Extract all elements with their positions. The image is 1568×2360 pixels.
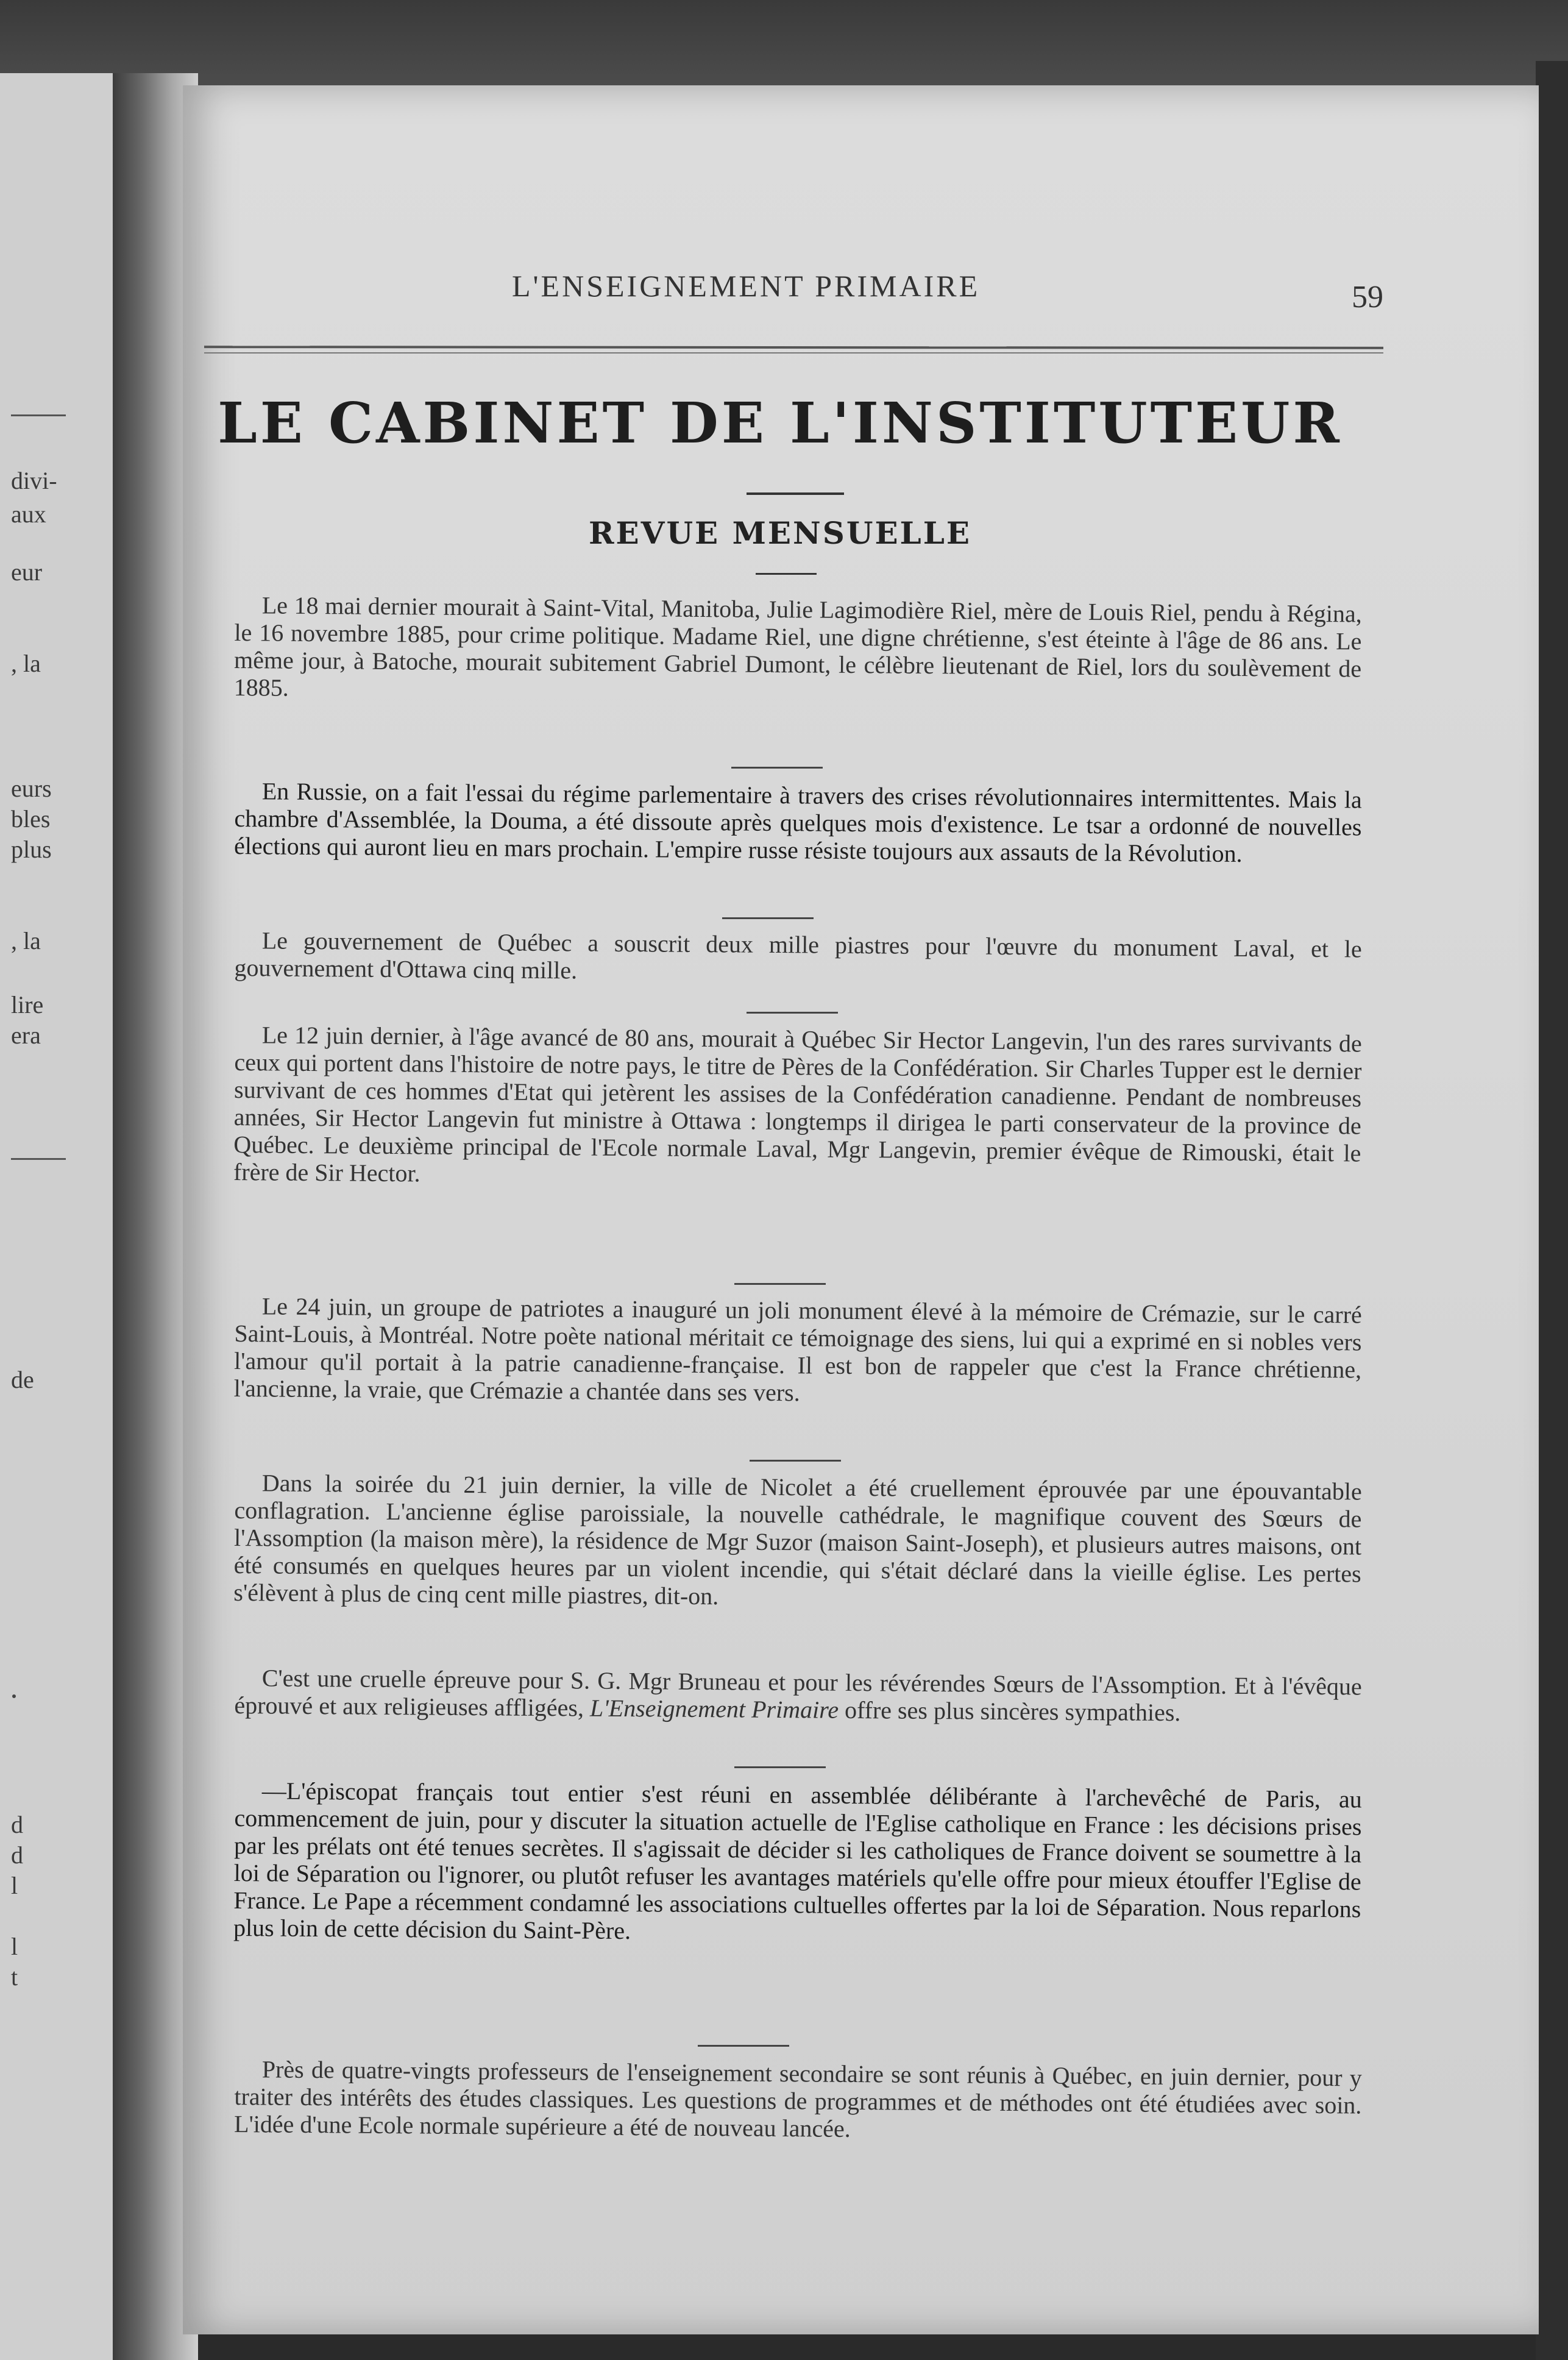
section-separator: [731, 767, 823, 769]
paragraph-riel: Le 18 mai dernier mourait à Saint-Vital, Manitoba, Julie Lagimodière Riel, mère de Louis Riel, pendu à Régina, le 16 novembre 1885, pour crime politique. Madame Riel, une digne chrétienne, s'est éteinte à l'âge de 86 ans. Le même jour, à Batoche, mourait subitement Gabriel Dumont, le célèbre lieutenant de Riel, lors du soulèvement de 1885.: [233, 591, 1362, 702]
paragraph-langevin: Le 12 juin dernier, à l'âge avancé de 80 ans, mourait à Québec Sir Hector Langevin, l'un des rares survivants de ceux qui portent dans l'histoire de notre pays, le titre de Pères de la Confédération. Sir Charles Tupper est le dernier survivant de ces hommes d'Etat qui jetèrent les assises de la Confédération canadienne. Pendant de nombreuses années, Sir Hector Langevin fut ministre à Ottawa : longtemps il dirigea le parti conservateur de la province de Québec. Le deuxième principal de l'Ecole normale Laval, Mgr Langevin, premier évêque de Rimouski, était le frère de Sir Hector.: [233, 1021, 1362, 1187]
margin-fragment: t: [11, 1963, 18, 1991]
section-separator: [698, 2045, 789, 2047]
margin-fragment: d: [11, 1841, 23, 1869]
margin-fragment: plus: [11, 836, 52, 863]
paragraph-sympathies: [234, 1664, 1362, 1728]
paragraph-nicolet: Dans la soirée du 21 juin dernier, la ville de Nicolet a été cruellement éprouvée par une épouvantable conflagration. L'ancienne église paroissiale, la nouvelle cathédrale, le magnifique couvent des Sœurs de l'Assomption (la maison mère), la résidence de Mgr Suzor (maison Saint-Joseph), et plusieurs autres maisons, ont été consumés en quelques heures par un violent incendie, qui s'était déclaré dans la vieille église. Les pertes s'élèvent à plus de cinq cent mille piastres, dit-on.: [233, 1469, 1362, 1610]
scanner-edge: [1536, 61, 1568, 2360]
margin-fragment: aux: [11, 500, 46, 528]
section-separator: [750, 1460, 841, 1462]
article-title: LE CABINET DE L'INSTITUTEUR: [218, 390, 1343, 456]
paragraph-professeurs: Près de quatre-vingts professeurs de l'enseignement secondaire se sont réunis à Québec, en juin dernier, pour y traiter des intérêts des études classiques. Les questions de programmes et de méthodes ont été étudiées avec soin. L'idée d'une Ecole normale supérieure a été de nouveau lancée.: [233, 2055, 1362, 2142]
ink-speck: [12, 1694, 16, 1698]
section-separator: [747, 1012, 838, 1014]
margin-fragment: d: [11, 1811, 23, 1838]
sympathies-text: C'est une cruelle épreuve pour S. G. Mgr Bruneau et pour les révérendes Sœurs de l'Assomption. Et à l'évêque éprouvé et aux religieuses affligées,: [234, 1664, 1362, 1722]
title-rule: [747, 492, 844, 495]
margin-fragment: l: [11, 1872, 18, 1899]
paragraph-cremazie: Le 24 juin, un groupe de patriotes a inauguré un joli monument élevé à la mémoire de Crémazie, sur le carré Saint-Louis, à Montréal. Notre poète national méritait ce témoignage des siens, lui qui a exprimé en si nobles vers l'amour qu'il portait à la patrie canadienne-française. Il est bon de rappeler que c'est la France chrétienne, l'ancienne, la vraie, que Crémazie a chantée dans ses vers.: [233, 1292, 1362, 1407]
sympathies-end: offre ses plus sincères sympathies.: [844, 1696, 1181, 1727]
margin-fragment: era: [11, 1022, 41, 1049]
margin-fragment: divi-: [11, 467, 57, 494]
margin-fragment: de: [11, 1366, 34, 1393]
margin-fragment: , la: [11, 650, 41, 677]
header-rule-secondary: [204, 352, 1383, 354]
running-title: L'ENSEIGNEMENT PRIMAIRE: [512, 269, 981, 303]
subtitle-rule: [756, 573, 817, 575]
paragraph-russie: En Russie, on a fait l'essai du régime parlementaire à travers des crises révolutionnaires intermittentes. Mais la chambre d'Assemblée, la Douma, a été dissoute après quelques mois d'existence. Le tsar a ordonné de nouvelles élections qui auront lieu en mars prochain. L'empire russe résiste toujours aux assauts de la Révolution.: [233, 777, 1362, 867]
section-separator: [722, 917, 814, 919]
margin-fragment: lire: [11, 991, 44, 1018]
paragraph-quebec-laval: Le gouvernement de Québec a souscrit deux mille piastres pour l'œuvre du monument Laval, et le gouvernement d'Ottawa cinq mille.: [234, 926, 1362, 984]
margin-fragment: eur: [11, 558, 43, 586]
margin-fragment: , la: [11, 927, 41, 954]
section-separator: [734, 1766, 826, 1768]
article-subtitle: REVUE MENSUELLE: [589, 515, 971, 551]
facing-page-edge: [0, 73, 113, 2360]
page-number: 59: [1352, 280, 1383, 315]
scanner-background: [0, 0, 1568, 91]
margin-rule: [11, 414, 66, 416]
paragraph-episcopat: —L'épiscopat français tout entier s'est réuni en assemblée délibérante à l'archevêché de Paris, au commencement de juin, pour y discuter la situation actuelle de l'Eglise catholique en France : les décisions prises par les prélats ont été tenues secrètes. Il s'agissait de décider si les catholiques de France doivent se soumettre à la loi de Séparation ou l'ignorer, ou plutôt refuser les avantages matériels qu'elle offre pour mieux étouffer l'Eglise de France. Le Pape a récemment condamné les associations cultuelles offertes par la loi de Séparation. Nous reparlons plus loin de cette décision du Saint-Père.: [233, 1777, 1362, 1945]
margin-rule: [11, 1158, 66, 1160]
margin-fragment: l: [11, 1933, 18, 1960]
section-separator: [734, 1283, 826, 1285]
margin-fragment: eurs: [11, 775, 52, 802]
margin-fragment: bles: [11, 805, 51, 833]
publication-name: L'Enseignement Primaire: [589, 1694, 839, 1724]
